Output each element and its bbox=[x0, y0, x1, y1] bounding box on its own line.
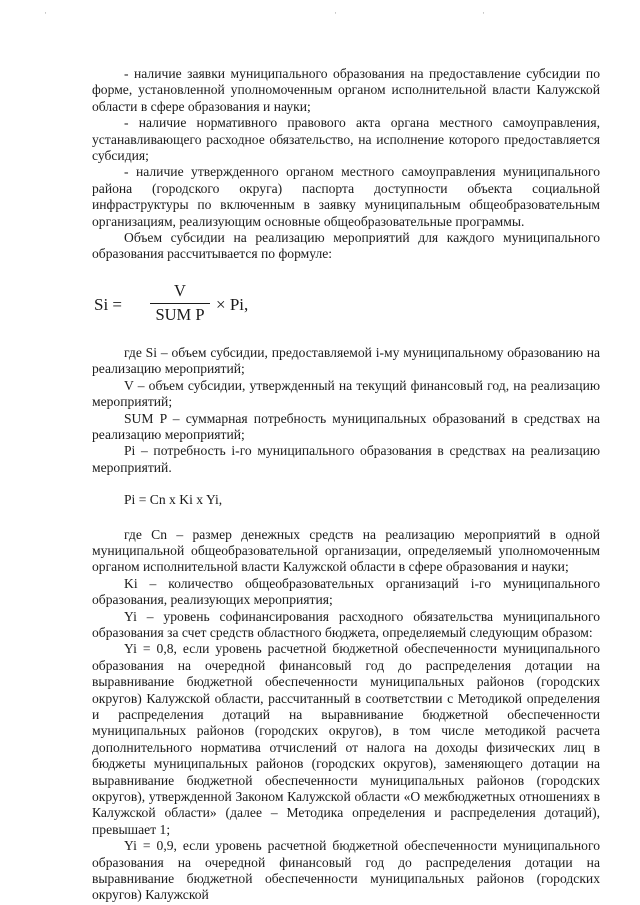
paragraph: SUM P – суммарная потребность муниципальных образований в средствах на реализацию мероприятий; bbox=[92, 410, 600, 442]
formula-si bbox=[92, 281, 600, 333]
paragraph: - наличие нормативного правового акта органа местного самоуправления, устанавливающего расходное обязательство, на исполнение которого предоставляется субсидия; bbox=[92, 115, 600, 164]
formula-si-denominator: SUM P bbox=[155, 304, 205, 324]
scan-mark: · bbox=[334, 8, 337, 18]
paragraph: где Cn – размер денежных средств на реализацию мероприятий в одной муниципальной общеобразовательной организации, определяемый уполномоченным органом исполнительной власти Калужской области в сфере образования и науки; bbox=[92, 526, 601, 575]
formula-si-numerator: V bbox=[174, 280, 186, 300]
paragraph: Yi – уровень софинансирования расходного обязательства муниципального образования за счет средств областного бюджета, определяемый следующим образом: bbox=[92, 608, 600, 640]
paragraph: Объем субсидии на реализацию мероприятий для каждого муниципального образования рассчитывается по формуле: bbox=[92, 230, 600, 262]
paragraph: где Si – объем субсидии, предоставляемой i-му муниципальному образованию на реализацию мероприятий; bbox=[92, 344, 600, 377]
paragraph: Yi = 0,8, если уровень расчетной бюджетной обеспеченности муниципального образования на очередной финансовый год до распределения дотации на выравнивание бюджетной обеспеченности муниципальных районов (городских округов) Калужской области, рассчитанный в соответствии с Методикой определения и распределения дотаций на выравнивание бюджетной обеспеченности муниципальных районов (городских округов), в том числе методикой расчета дополнительного норматива отчислений от налога на доходы физических лиц в бюджеты муниципальных районов (городских округов), заменяющего дотации на выравнивание бюджетной обеспеченности муниципальных районов (городских округов), утвержденной Законом Калужской области «О межбюджетных отношениях в Калужской области» (далее – Методика определения и распределения дотаций), превышает 1; bbox=[92, 641, 600, 837]
fraction-bar bbox=[150, 303, 210, 304]
scan-mark: · bbox=[482, 8, 485, 18]
formula-si-rhs: × Pi, bbox=[216, 294, 249, 314]
paragraph: Pi – потребность i-го муниципального образования в средствах на реализацию мероприятий. bbox=[92, 443, 600, 475]
document-page bbox=[92, 66, 600, 904]
paragraph: Ki – количество общеобразовательных организаций i-го муниципального образования, реализующих мероприятия; bbox=[92, 575, 600, 608]
paragraph: Yi = 0,9, если уровень расчетной бюджетной обеспеченности муниципального образования на очередной финансовый год до распределения дотации на выравнивание бюджетной обеспеченности муниципальных районов (городских округов) Калужской bbox=[92, 838, 600, 903]
formula-si-fraction bbox=[150, 281, 210, 325]
formula-si-lhs: Si = bbox=[94, 294, 123, 314]
paragraph: V – объем субсидии, утвержденный на текущий финансовый год, на реализацию мероприятий; bbox=[92, 377, 600, 410]
paragraph: - наличие заявки муниципального образования на предоставление субсидии по форме, установленной уполномоченным органом исполнительной власти Калужской области в сфере образования и науки; bbox=[92, 66, 600, 114]
paragraph: - наличие утвержденного органом местного самоуправления муниципального района (городского округа) паспорта доступности объекта социальной инфраструктуры по включенным в заявку муниципальным общеобразовательным организациям, реализующим основные общеобразовательные программы. bbox=[92, 164, 600, 229]
formula-pi: Pi = Cn x Ki x Yi, bbox=[124, 492, 223, 508]
scan-mark: · bbox=[44, 8, 47, 18]
